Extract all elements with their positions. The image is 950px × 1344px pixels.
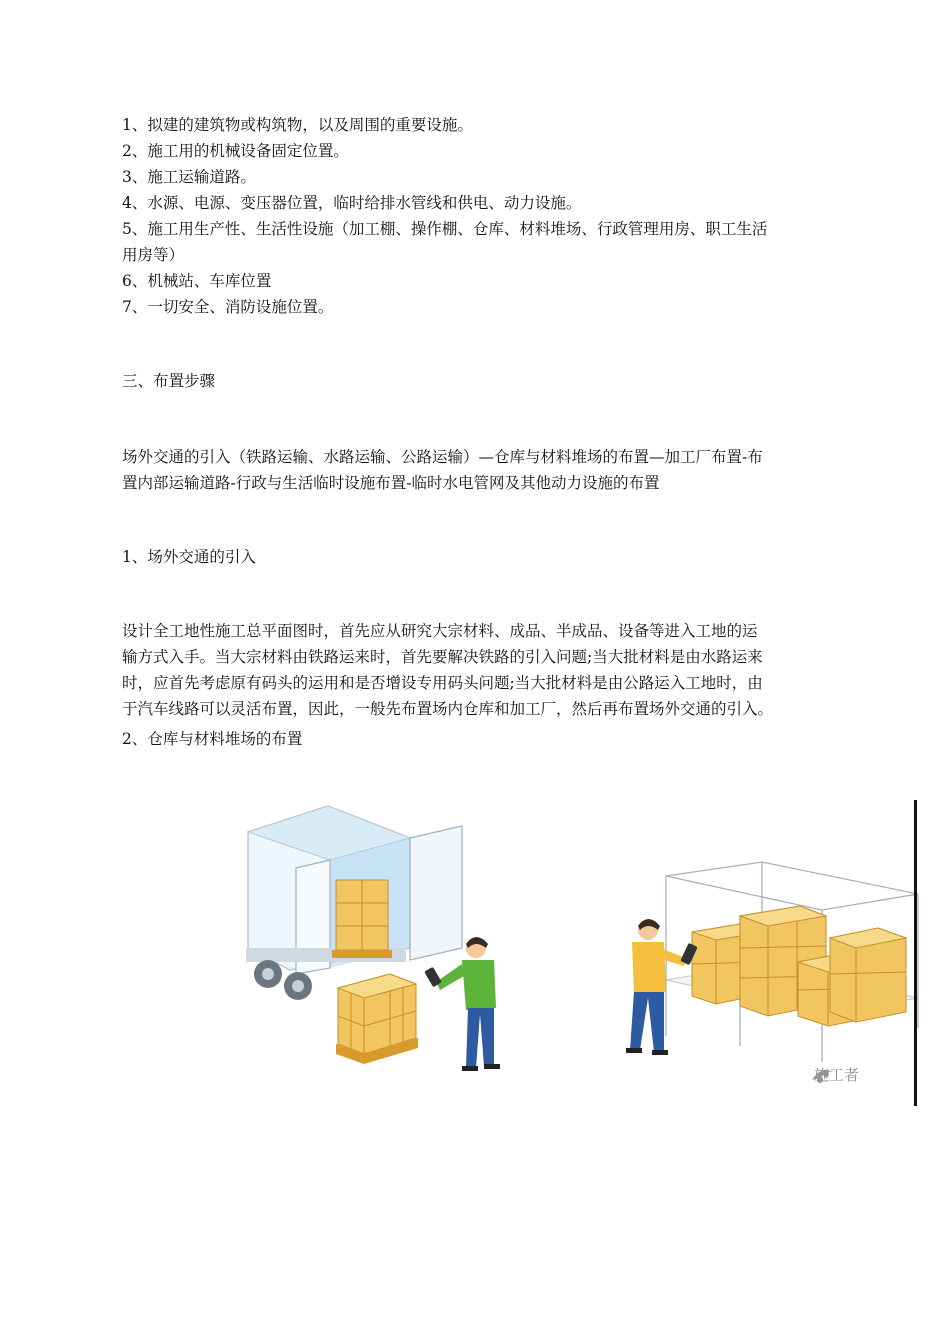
list-item-5: 5、施工用生产性、生活性设施（加工棚、操作棚、仓库、材料堆场、行政管理用房、职工生活: [122, 220, 768, 238]
section-heading: 三、布置步骤: [122, 372, 216, 390]
list-item-5-continued: 用房等）: [122, 246, 185, 264]
boxes-on-pallet: [336, 974, 418, 1064]
list-item-4: 4、水源、电源、变压器位置，临时给排水管线和供电、动力设施。: [122, 194, 582, 212]
paragraph-line-1: 设计全工地性施工总平面图时，首先应从研究大宗材料、成品、半成品、设备等进入工地的运: [122, 622, 758, 640]
boxes-on-rack: [692, 906, 906, 1026]
worker-yellow-shirt: [626, 919, 698, 1055]
paragraph-line-4: 于汽车线路可以灵活布置，因此，一般先布置场内仓库和加工厂，然后再布置场外交通的引入。: [122, 700, 774, 718]
boxes-in-truck: [332, 880, 392, 958]
list-item-6: 6、机械站、车库位置: [122, 272, 272, 290]
list-item-1: 1、拟建的建筑物或构筑物，以及周围的重要设施。: [122, 116, 473, 134]
list-item-7: 7、一切安全、消防设施位置。: [122, 298, 334, 316]
subsection-heading-2: 2、仓库与材料堆场的布置: [122, 730, 303, 748]
warehouse-illustration: [240, 798, 920, 1108]
list-item-2: 2、施工用的机械设备固定位置。: [122, 142, 349, 160]
paragraph-line-3: 时，应首先考虑原有码头的运用和是否增设专用码头问题;当大批材料是由公路运入工地时，由: [122, 674, 763, 692]
subsection-heading-1: 1、场外交通的引入: [122, 548, 256, 566]
list-item-3: 3、施工运输道路。: [122, 168, 256, 186]
paragraph-line-2: 输方式入手。当大宗材料由铁路运来时，首先要解决铁路的引入问题;当大批材料是由水路运来: [122, 648, 763, 666]
steps-line-1: 场外交通的引入（铁路运输、水路运输、公路运输）—仓库与材料堆场的布置—加工厂布置-布: [122, 448, 763, 466]
vertical-border-line: [914, 800, 917, 1106]
steps-line-2: 置内部运输道路-行政与生活临时设施布置-临时水电管网及其他动力设施的布置: [122, 474, 660, 492]
worker-green-shirt: [424, 937, 500, 1071]
figure-watermark: 施工者: [814, 1066, 860, 1084]
